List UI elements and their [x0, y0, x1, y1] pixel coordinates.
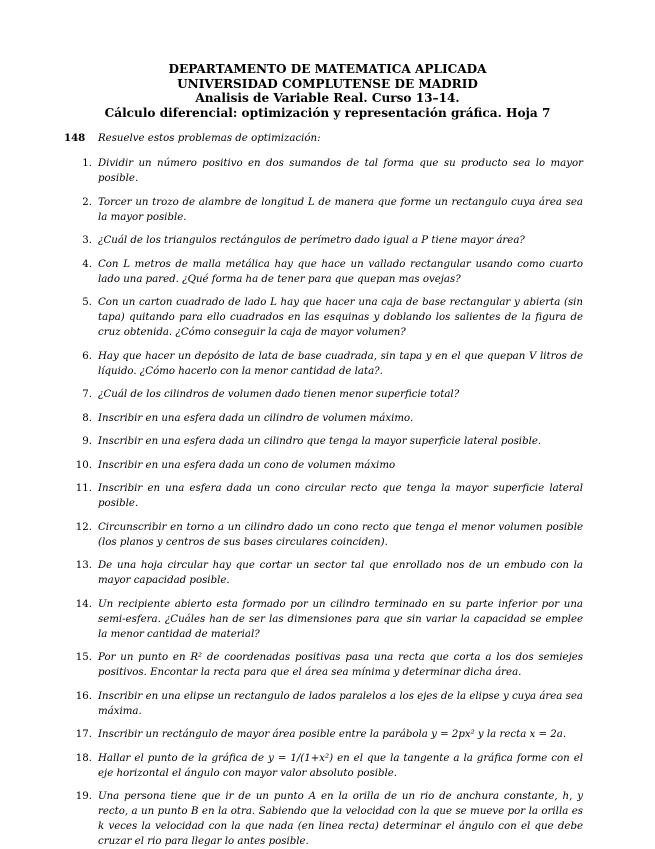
exercise-item	[72, 789, 583, 849]
exercise-text: Una persona tiene que ir de un punto A en la orilla de un rio de anchura constante, h, y recto, a un punto B en la otra. Sabiendo que la velocidad con la que se mueve por la orilla es k veces la velocidad con la que nada (en linea recta) determinar el ángulo con el que debe cruzar el rio para llegar lo antes posible.	[98, 791, 583, 847]
exercise-number: 4.	[82, 258, 92, 270]
exercise-item	[72, 411, 583, 426]
exercise-item	[72, 520, 583, 550]
exercise-text: ¿Cuál de los triangulos rectángulos de perímetro dado igual a P tiene mayor área?	[98, 235, 525, 246]
exercise-number: 12.	[75, 521, 92, 533]
exercise-number: 8.	[82, 412, 92, 424]
exercise-item	[72, 650, 583, 680]
exercise-text: Con L metros de malla metálica hay que hace un vallado rectangular usando como cuarto lado una pared. ¿Qué forma ha de tener para que quepan mas ovejas?	[98, 258, 583, 285]
document-header	[72, 62, 583, 120]
exercise-number: 16.	[75, 690, 92, 702]
exercise-number: 5.	[82, 297, 92, 308]
exercise-text: Inscribir en una esfera dada un cono de volumen máximo	[98, 459, 396, 471]
exercise-number: 17.	[75, 729, 92, 740]
exercise-number: 14.	[75, 598, 92, 610]
sheet-title: Cálculo diferencial: optimización y representación gráfica. Hoja 7	[104, 105, 551, 120]
exercise-text: Un recipiente abierto esta formado por un cilindro terminado en su parte inferior por una semi-esfera. ¿Cuáles han de ser las dimensiones para que sin variar la capacidad se emplee la menor cantidad de material?	[98, 598, 583, 640]
problem-heading	[64, 132, 583, 145]
exercise-item	[72, 233, 583, 248]
exercise-item	[72, 387, 583, 402]
exercise-item	[72, 751, 583, 781]
problem-intro: Resuelve estos problemas de optimización:	[98, 133, 321, 144]
exercise-item	[72, 597, 583, 642]
department-title: DEPARTAMENTO DE MATEMATICA APLICADA	[168, 62, 487, 76]
exercise-item	[72, 257, 583, 287]
exercise-text: De una hoja circular hay que cortar un sector tal que enrollado nos de un embudo con la mayor capacidad posible.	[98, 560, 583, 586]
problem-number: 148	[64, 132, 86, 144]
exercise-number: 18.	[75, 752, 92, 764]
course-title: Analisis de Variable Real. Curso 13–14.	[195, 91, 460, 105]
exercise-item	[72, 295, 583, 340]
exercise-number: 7.	[82, 389, 92, 400]
exercise-text: Inscribir un rectángulo de mayor área posible entre la parábola y = 2px² y la recta x = 2a.	[98, 729, 567, 740]
exercise-item	[72, 434, 583, 449]
exercise-number: 13.	[75, 560, 92, 571]
exercise-item	[72, 349, 583, 379]
exercise-text: Circunscribir en torno a un cilindro dado un cono recto que tenga el menor volumen posible (los planos y centros de sus bases circulares coinciden).	[98, 521, 583, 548]
exercise-number: 1.	[82, 158, 92, 169]
exercise-number: 15.	[75, 652, 92, 663]
exercise-text: Hay que hacer un depósito de lata de base cuadrada, sin tapa y en el que quepan V litros de líquido. ¿Cómo hacerlo con la menor cantidad de lata?.	[98, 350, 583, 377]
exercise-item	[72, 458, 583, 473]
exercise-text: Con un carton cuadrado de lado L hay que hacer una caja de base rectangular y abierta (sin tapa) quitando para ello cuadrados en las esquinas y doblando los salientes de la figura de cruz obtenida. ¿Cómo conseguir la caja de mayor volumen?	[98, 297, 583, 338]
exercise-number: 11.	[75, 483, 92, 494]
exercise-text: Inscribir en una esfera dada un cono circular recto que tenga la mayor superficie lateral posible.	[98, 483, 583, 509]
exercise-text: Hallar el punto de la gráfica de y = 1/(1+x²) en el que la tangente a la gráfica forme con el eje horizontal el ángulo con mayor valor absoluto posible.	[98, 752, 583, 779]
exercise-item	[72, 481, 583, 511]
exercise-number: 3.	[82, 235, 92, 246]
exercise-item	[72, 689, 583, 719]
exercise-list	[72, 156, 583, 849]
exercise-item	[72, 156, 583, 186]
exercise-number: 19.	[75, 791, 92, 802]
exercise-text: Por un punto en R² de coordenadas positivas pasa una recta que corta a los dos semiejes positivos. Encontar la recta para que el área sea mínima y determinar dicha área.	[98, 652, 583, 678]
exercise-text: Inscribir en una esfera dada un cilindro de volumen máximo.	[98, 412, 414, 424]
exercise-text: ¿Cuál de los cilindros de volumen dado tienen menor superficie total?	[98, 389, 460, 400]
university-title: UNIVERSIDAD COMPLUTENSE DE MADRID	[177, 76, 478, 91]
exercise-item	[72, 558, 583, 588]
exercise-item	[72, 195, 583, 225]
exercise-item	[72, 727, 583, 742]
exercise-number: 2.	[82, 196, 92, 208]
exercise-text: Inscribir en una esfera dada un cilindro que tenga la mayor superficie lateral posible.	[98, 436, 542, 447]
exercise-text: Inscribir en una elipse un rectangulo de lados paralelos a los ejes de la elipse y cuya área sea máxima.	[98, 690, 583, 717]
exercise-text: Torcer un trozo de alambre de longitud L de manera que forme un rectangulo cuya área sea la mayor posible.	[98, 196, 583, 223]
exercise-number: 9.	[82, 436, 92, 447]
exercise-text: Dividir un número positivo en dos sumandos de tal forma que su producto sea lo mayor posible.	[98, 158, 583, 184]
exercise-number: 10.	[75, 459, 92, 471]
exercise-number: 6.	[82, 350, 92, 362]
